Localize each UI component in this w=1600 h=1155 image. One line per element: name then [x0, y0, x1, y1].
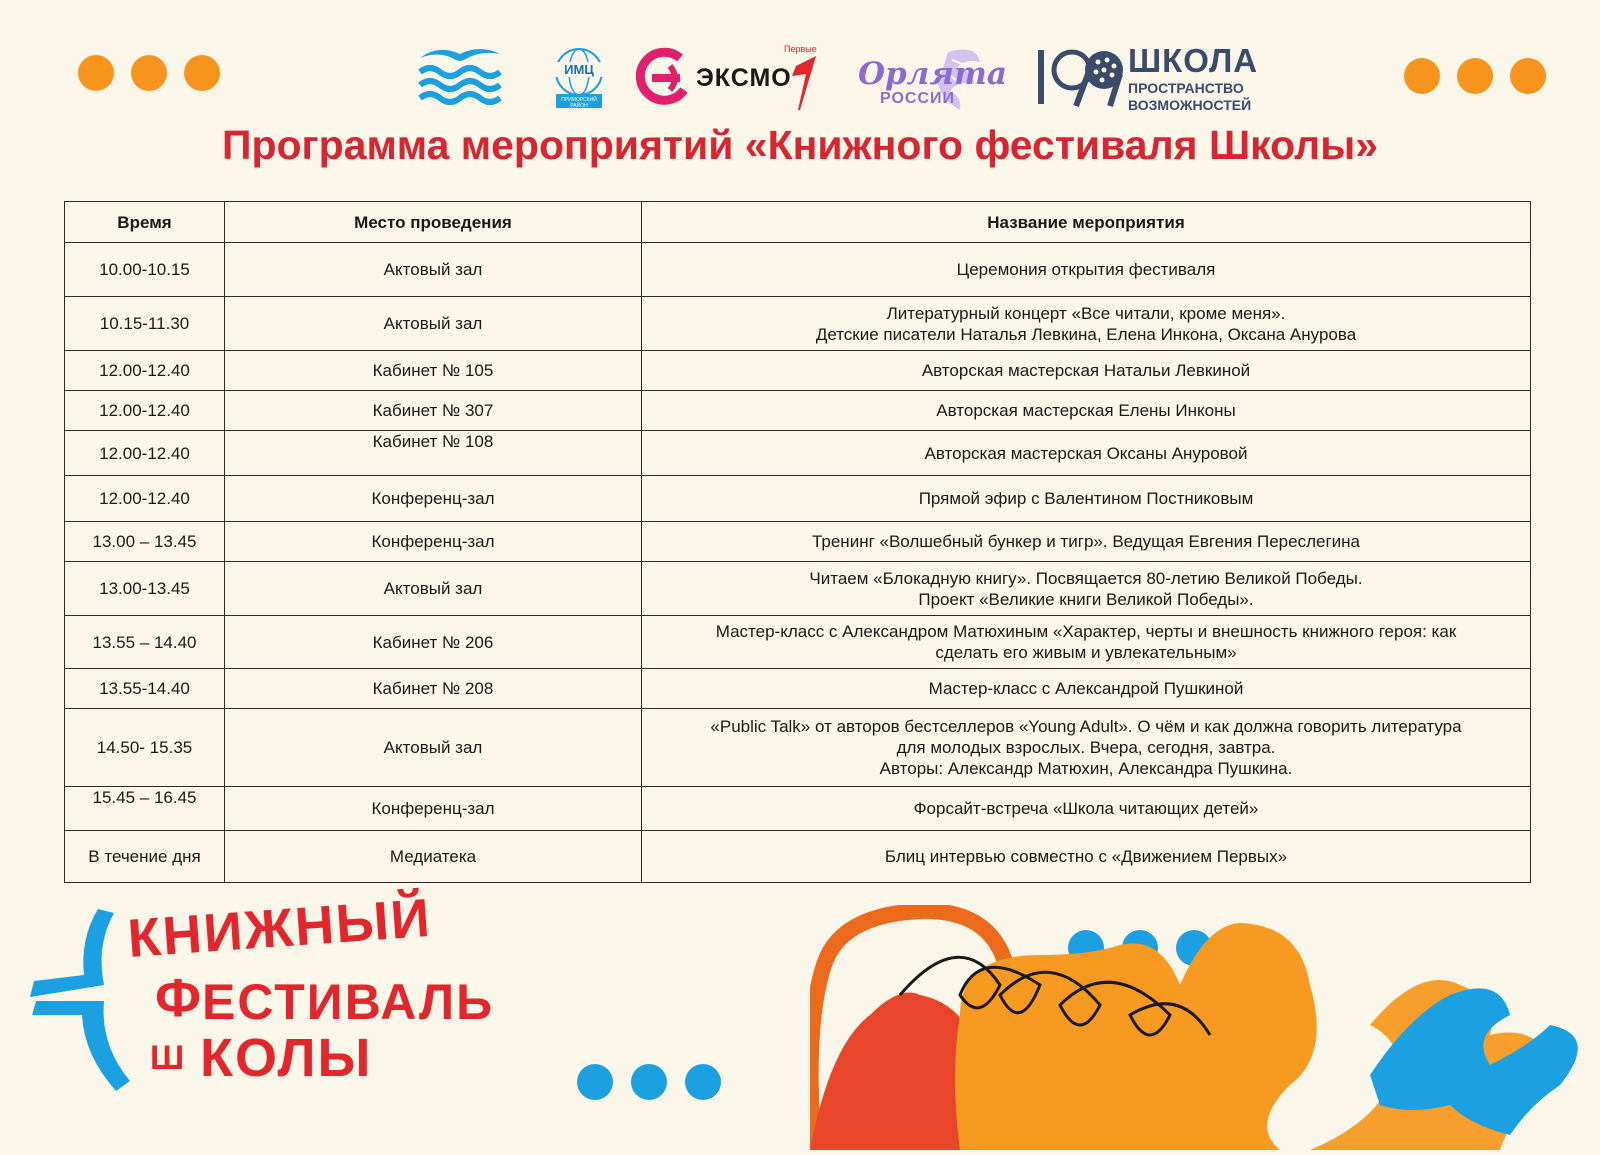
table-row	[65, 787, 1531, 831]
cell-place: Кабинет № 208	[225, 669, 642, 709]
table-row	[65, 562, 1531, 616]
school-logo-subtext-1: ПРОСТРАНСТВО	[1128, 80, 1244, 96]
cell-time: 12.00-12.40	[65, 431, 225, 476]
header-time: Время	[65, 202, 225, 243]
decor-dots-top-left	[78, 55, 220, 91]
table-row	[65, 297, 1531, 351]
event-line: Церемония открытия фестиваля	[956, 260, 1216, 279]
header-event: Название мероприятия	[642, 202, 1531, 243]
cell-time: В течение дня	[65, 831, 225, 883]
event-line: Авторская мастерская Оксаны Ануровой	[924, 443, 1248, 463]
orlyata-logo-text: Орлята	[858, 56, 1007, 92]
event-line: Блиц интервью совместно с «Движением Первых»	[884, 847, 1288, 866]
cell-time: 10.15-11.30	[65, 297, 225, 351]
cell-event	[642, 562, 1531, 616]
cell-event	[642, 391, 1531, 431]
seagull-waves-logo	[418, 44, 502, 113]
decor-dots-top-right	[1404, 58, 1546, 94]
table-row	[65, 476, 1531, 522]
cell-place: Кабинет № 307	[225, 391, 642, 431]
cell-event	[642, 787, 1531, 831]
cell-time: 12.00-12.40	[65, 391, 225, 431]
table-row	[65, 431, 1531, 476]
event-line: Тренинг «Волшебный бункер и тигр». Ведущая Евгения Переслегина	[811, 532, 1361, 551]
cell-time: 15.45 – 16.45	[65, 787, 225, 831]
cell-place: Конференц-зал	[225, 476, 642, 522]
eksmo-logo-text: ЭКСМО	[696, 64, 792, 92]
table-row	[65, 522, 1531, 562]
school-logo-text: ШКОЛА	[1128, 42, 1259, 79]
event-line: Авторская мастерская Елены Инконы	[936, 401, 1236, 420]
table-row	[65, 709, 1531, 787]
event-line: Авторская мастерская Натальи Левкиной	[921, 361, 1251, 380]
cell-place: Конференц-зал	[225, 522, 642, 562]
cell-place: Кабинет № 105	[225, 351, 642, 391]
orlyata-logo-subtext: РОССИИ	[880, 90, 956, 107]
cell-event	[642, 243, 1531, 297]
schedule-body	[65, 243, 1531, 883]
event-line: Мастер-класс с Александрой Пушкиной	[928, 679, 1244, 698]
table-row	[65, 669, 1531, 709]
cell-place: Кабинет № 108	[225, 431, 642, 476]
cell-event	[642, 351, 1531, 391]
event-line: Прямой эфир с Валентином Постниковым	[918, 489, 1254, 508]
imc-logo	[552, 46, 606, 115]
cell-place: Кабинет № 206	[225, 616, 642, 669]
cell-place: Актовый зал	[225, 562, 642, 616]
event-line: Читаем «Блокадную книгу». Посвящается 80-летию Великой Победы.	[809, 568, 1363, 588]
page-title: Программа мероприятий «Книжного фестиваля Школы»	[221, 122, 1379, 168]
cell-event	[642, 476, 1531, 522]
cell-place: Медиатека	[225, 831, 642, 883]
cell-time: 13.00 – 13.45	[65, 522, 225, 562]
table-row	[65, 351, 1531, 391]
event-line: Авторы: Александр Матюхин, Александра Пушкина.	[879, 759, 1293, 778]
event-line: Детские писатели Наталья Левкина, Елена Инкона, Оксана Анурова	[815, 324, 1357, 344]
event-line: «Public Talk» от авторов бестселлеров «Young Adult». О чём и как должна говорить литература	[710, 717, 1462, 736]
cell-place: Актовый зал	[225, 709, 642, 787]
cell-time: 10.00-10.15	[65, 243, 225, 297]
school-logo-subtext-2: ВОЗМОЖНОСТЕЙ	[1128, 97, 1252, 113]
cell-place: Конференц-зал	[225, 787, 642, 831]
cell-time: 12.00-12.40	[65, 476, 225, 522]
event-line: для молодых взрослых. Вчера, сегодня, завтра.	[896, 738, 1276, 757]
cell-event	[642, 669, 1531, 709]
schedule-table	[64, 201, 1531, 883]
cell-event	[642, 831, 1531, 883]
header-place: Место проведения	[225, 202, 642, 243]
cell-place: Актовый зал	[225, 297, 642, 351]
event-line: Литературный концерт «Все читали, кроме меня».	[886, 303, 1286, 323]
cell-time: 12.00-12.40	[65, 351, 225, 391]
pervye-logo-text: Первые	[784, 44, 817, 54]
festival-logo-line-1: КНИЖНЫЙ	[125, 887, 434, 970]
cell-event	[642, 431, 1531, 476]
cell-event	[642, 709, 1531, 787]
table-row	[65, 391, 1531, 431]
orlyata-logo	[852, 44, 1007, 121]
imc-logo-subtext: ПРИМОРСКИЙ РАЙОН	[561, 97, 597, 109]
cell-place: Актовый зал	[225, 243, 642, 297]
table-row	[65, 616, 1531, 669]
cell-time: 13.55 – 14.40	[65, 616, 225, 669]
pervye-logo	[786, 46, 822, 117]
eksmo-logo	[636, 44, 792, 119]
table-header-row	[65, 202, 1531, 243]
festival-logo-line-3-initial: Ш	[150, 1039, 185, 1077]
decorative-blobs	[810, 905, 1600, 1155]
imc-logo-text: ИМЦ	[555, 62, 603, 77]
festival-logo	[30, 887, 495, 1100]
festival-logo-line-3: КОЛЫ	[200, 1028, 373, 1088]
cell-time: 13.00-13.45	[65, 562, 225, 616]
cell-time: 13.55-14.40	[65, 669, 225, 709]
cell-event	[642, 616, 1531, 669]
cell-event	[642, 297, 1531, 351]
event-line: Проект «Великие книги Великой Победы».	[918, 589, 1254, 609]
event-line: Форсайт-встреча «Школа читающих детей»	[913, 799, 1259, 818]
school-logo	[1036, 42, 1259, 115]
festival-logo-line-2-initial: Ф	[155, 968, 202, 1028]
festival-logo-line-2: ЕСТИВАЛЬ	[202, 974, 495, 1030]
cell-time: 14.50- 15.35	[65, 709, 225, 787]
event-line: Мастер-класс с Александром Матюхиным «Характер, черты и внешность книжного героя: как	[715, 622, 1457, 641]
decor-dots-bottom	[577, 1064, 721, 1100]
cell-event	[642, 522, 1531, 562]
event-line: сделать его живым и увлекательным»	[935, 643, 1237, 662]
table-row	[65, 831, 1531, 883]
table-row	[65, 243, 1531, 297]
